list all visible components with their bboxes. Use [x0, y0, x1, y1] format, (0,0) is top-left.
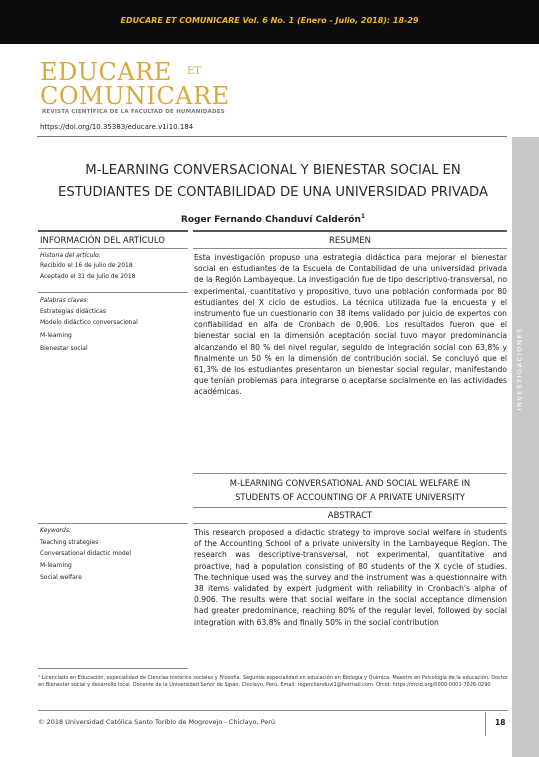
- author-footnote: ¹ Licenciado en Educación, especialidad de Ciencias histórico sociales y Filosofía. Segunda especialidad en educación en Biología y Química. Maestro en Psicología de la educación. Doctor en Bienestar social y desarrollo local. Docente de la Universidad Señor de Sipán, Chiclayo, Perú. Email: rogerchanduvi1@hotmail.com. Orcid: https://orcid.org/0000-0001-7026-0290: [38, 675, 508, 688]
- footer-rule: [38, 710, 508, 711]
- author-footnote-ref: 1: [360, 213, 366, 220]
- footnote-rule: [38, 668, 188, 669]
- doi-link[interactable]: https://doi.org/10.35383/educare.v1i10.184: [40, 123, 194, 131]
- section-side-tab: [512, 137, 539, 757]
- section-label: INVESTIGACIONES: [515, 327, 524, 411]
- english-title-line-1: M-LEARNING CONVERSATIONAL AND SOCIAL WELFARE IN: [229, 478, 471, 488]
- page-number: 18: [495, 718, 506, 727]
- keywords-en-label: Keywords:: [40, 527, 71, 534]
- journal-citation: EDUCARE ET COMUNICARE Vol. 6 No. 1 (Enero - Julio, 2018): 18-29: [120, 16, 419, 25]
- english-title-line-2: STUDENTS OF ACCOUNTING OF A PRIVATE UNIVERSITY: [235, 492, 465, 502]
- abstract-heading: ABSTRACT: [327, 511, 373, 521]
- abstract-heading-rule: [193, 523, 507, 524]
- resumen-heading-rule: [193, 248, 507, 249]
- resumen-heading: RESUMEN: [329, 236, 371, 246]
- info-heading: INFORMACIÓN DEL ARTÍCULO: [40, 236, 165, 246]
- history-label: Historia del artículo:: [40, 252, 101, 259]
- received-date: Recibido el 16 de julio de 2018: [40, 262, 133, 269]
- article-title-line-2: ESTUDIANTES DE CONTABILIDAD DE UNA UNIVERSIDAD PRIVADA: [58, 185, 488, 200]
- english-title-rule: [193, 507, 507, 508]
- keyword-es: Bienestar social: [40, 345, 88, 352]
- accepted-date: Aceptado el 31 de julio de 2018: [40, 273, 136, 280]
- resumen-top-rule: [193, 230, 507, 232]
- header-divider: [37, 136, 507, 137]
- abstract-text: This research proposed a didactic strategy to improve social welfare in students of the Accounting School of a private university in the Lambayeque Region. The research was descriptive-transversal, not experimental, quantitative and proactive, had a population consisting of 80 students of the X cycle of studies. The technique used was the survey and the instrument was a questionnaire with 38 items validated by expert judgment with reliability in Cronbach's alpha of 0.906. The results were that social welfare in the social acceptance dimension had greater predominance, reaching 80% of the regular level, followed by social integration with 63.8% and finally 50% in the social contribution: [194, 528, 507, 627]
- journal-logo-comunicare: COMUNICARE: [40, 82, 230, 110]
- keyword-es: M-learning: [40, 332, 72, 339]
- author-name: Roger Fernando Chanduví Calderón: [180, 215, 361, 225]
- keyword-en: Conversational didactic model: [40, 550, 132, 557]
- resumen-text: Esta investigación propuso una estrategia didáctica para mejorar el bienestar social en estudiantes de la Escuela de Contabilidad de una universidad privada de la Región Lambayeque. La investigación fue de tipo descriptivo-transversal, no experimental, cuantitativo y propositivo, tuvo una población conformada por 80 estudiantes del X ciclo de estudios. La técnica utilizada fue la encuesta y el instrumento fue un cuestionario con 38 ítems validado por juicio de expertos con confiabilidad en alfa de Cronbach de 0,906. Los resultados fueron que el bienestar social en la dimensión aceptación social tuvo mayor predominancia alcanzando el 80 % del nivel regular, seguido de integración social con 63,8% y finalmente un 50 % en la dimensión de contribución social. Se concluyó que el 61,3% de los estudiantes presentaron un bienestar social regular, manifestando que tenían problemas para integrarse o aceptarse socialmente en las actividades académicas.: [194, 253, 507, 397]
- keywords-en-top-rule: [38, 523, 188, 524]
- keyword-en: M-learning: [40, 562, 72, 569]
- article-title-line-1: M-LEARNING CONVERSACIONAL Y BIENESTAR SOCIAL EN: [85, 163, 461, 178]
- journal-logo-subtitle: REVISTA CIENTÍFICA DE LA FACULTAD DE HUMANIDADES: [42, 109, 225, 115]
- article-author: [38, 213, 508, 225]
- resumen-bottom-rule: [193, 473, 507, 474]
- keyword-en: Social welfare: [40, 574, 82, 581]
- journal-logo-et: ET: [187, 66, 201, 77]
- info-heading-rule: [38, 248, 188, 249]
- journal-header-bar: [0, 0, 539, 44]
- info-top-rule: [38, 230, 188, 232]
- history-divider: [38, 292, 188, 293]
- page-number-divider: [485, 712, 486, 736]
- keywords-es-label: Palabras claves:: [40, 297, 89, 304]
- keyword-en: Teaching strategies: [40, 539, 99, 546]
- journal-logo-educare: EDUCARE: [40, 58, 172, 86]
- keyword-es: Estrategias didácticas: [40, 308, 107, 315]
- copyright-notice: © 2018 Universidad Católica Santo Toribio de Mogrovejo - Chiclayo, Perú: [38, 718, 276, 726]
- keyword-es: Modelo didáctico conversacional: [40, 319, 138, 326]
